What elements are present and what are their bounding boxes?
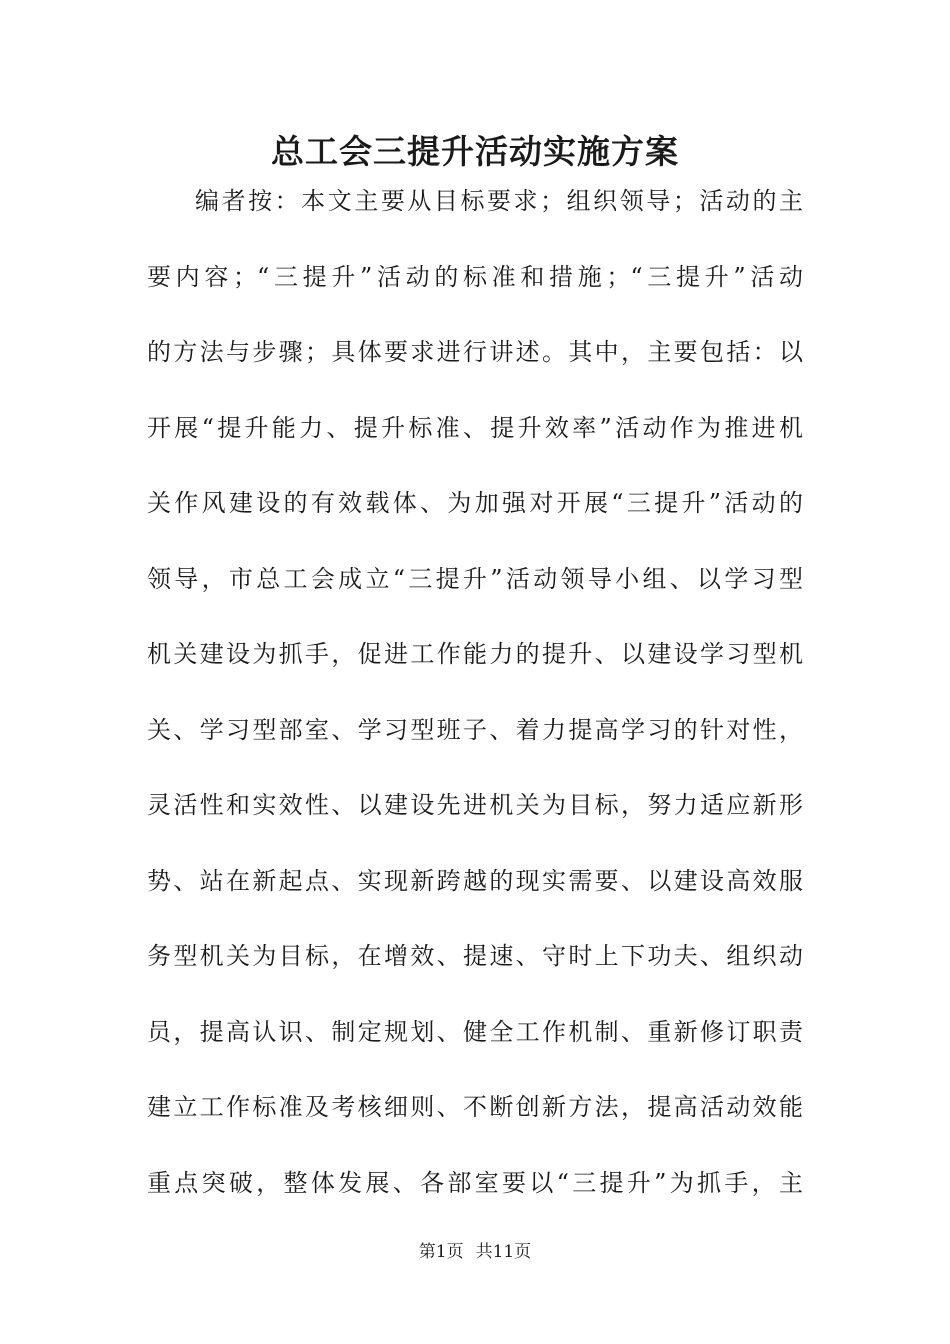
body-line: 关、学习型部室、学习型班子、着力提高学习的针对性， (147, 715, 803, 744)
body-line: 领导，市总工会成立“三提升”活动领导小组、以学习型 (147, 564, 803, 593)
body-line: 编者按：本文主要从目标要求；组织领导；活动的主 (195, 187, 803, 215)
body-line: 势、站在新起点、实现新跨越的现实需要、以建设高效服 (147, 866, 803, 895)
page-number-current: 第1页 (418, 1242, 464, 1262)
document-body (147, 178, 803, 1235)
body-line: 机关建设为抓手，促进工作能力的提升、以建设学习型机 (147, 640, 803, 668)
body-line: 开展“提升能力、提升标准、提升效率”活动作为推进机 (147, 413, 803, 442)
body-line: 重点突破，整体发展、各部室要以“三提升”为抓手，主 (147, 1168, 803, 1197)
body-line: 要内容；“三提升”活动的标准和措施；“三提升”活动 (147, 262, 803, 291)
page-number-total: 共11页 (475, 1242, 532, 1262)
document-title: 总工会三提升活动实施方案 (271, 132, 679, 171)
body-line: 灵活性和实效性、以建设先进机关为目标，努力适应新形 (147, 791, 803, 819)
body-line: 的方法与步骤；具体要求进行讲述。其中，主要包括：以 (147, 338, 803, 366)
body-line: 建立工作标准及考核细则、不断创新方法，提高活动效能 (147, 1093, 803, 1121)
body-line: 员，提高认识、制定规划、健全工作机制、重新修订职责 (147, 1017, 803, 1046)
body-line: 关作风建设的有效载体、为加强对开展“三提升”活动的 (147, 489, 803, 517)
body-line: 务型机关为目标，在增效、提速、守时上下功夫、组织动 (147, 942, 803, 970)
page-footer (0, 1238, 950, 1266)
